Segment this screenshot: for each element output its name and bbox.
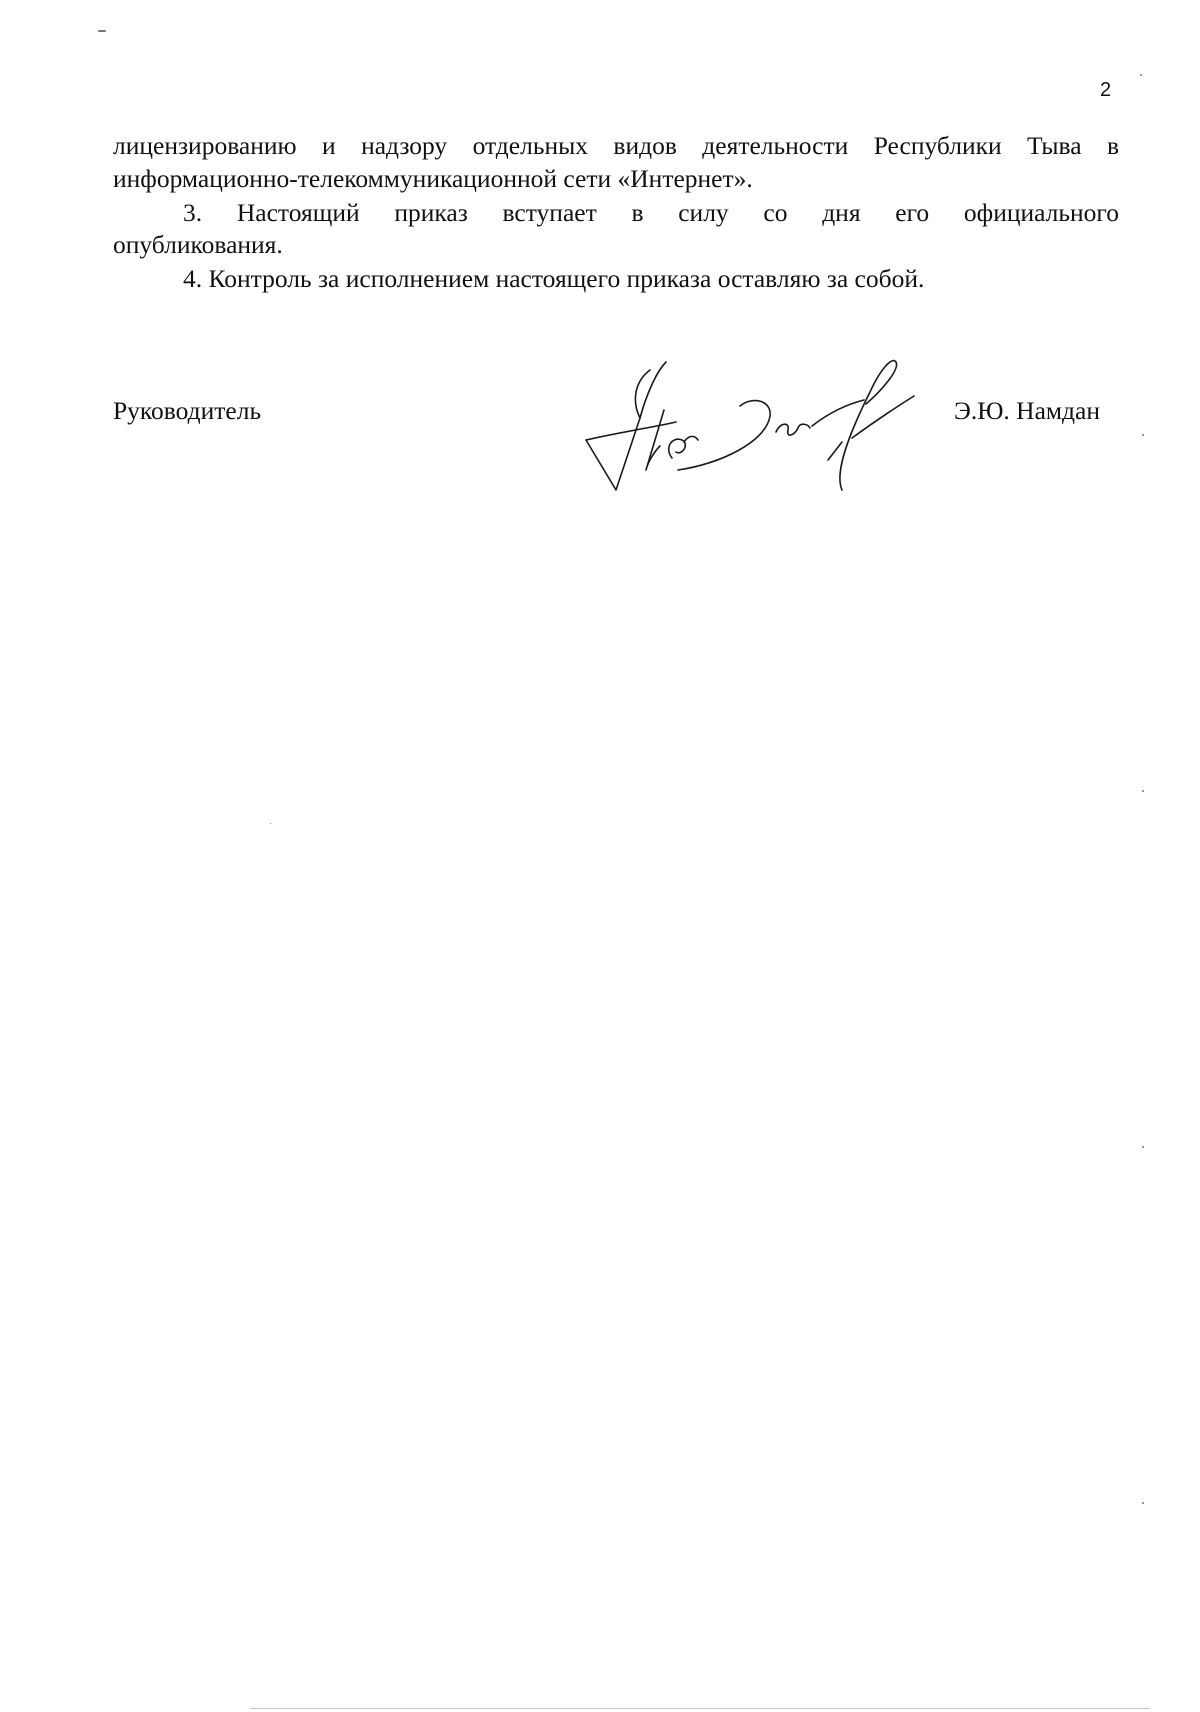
scan-edge-line (250, 1708, 1150, 1709)
body-text-line (113, 129, 1119, 162)
item-3-line-2: опубликования. (113, 230, 283, 259)
scan-speck (1142, 1502, 1144, 1504)
paragraph-continuation-line-1: лицензированию и надзору отдельных видов деятельности Республики Тыва в (113, 131, 1119, 160)
scan-speck (98, 30, 106, 32)
scan-speck (1142, 790, 1144, 792)
item-4-text: 4. Контроль за исполнением настоящего приказа оставляю за собой. (183, 264, 925, 293)
body-text-line (113, 162, 1119, 195)
signer-name: Э.Ю. Намдан (954, 396, 1100, 425)
scan-speck (1140, 74, 1142, 76)
scan-speck (1142, 434, 1144, 436)
item-4 (113, 262, 1119, 295)
scan-speck (270, 823, 271, 824)
item-3 (113, 196, 1119, 229)
page-number: 2 (1100, 79, 1112, 101)
item-3-continuation (113, 228, 1119, 261)
item-3-line-1: 3. Настоящий приказ вступает в силу со дня его официального (183, 198, 1119, 227)
signer-position-title: Руководитель (113, 396, 262, 425)
scan-speck (1142, 1146, 1144, 1148)
paragraph-continuation-line-2: информационно-телекоммуникационной сети «Интернет». (113, 164, 753, 193)
handwritten-signature (580, 352, 920, 502)
